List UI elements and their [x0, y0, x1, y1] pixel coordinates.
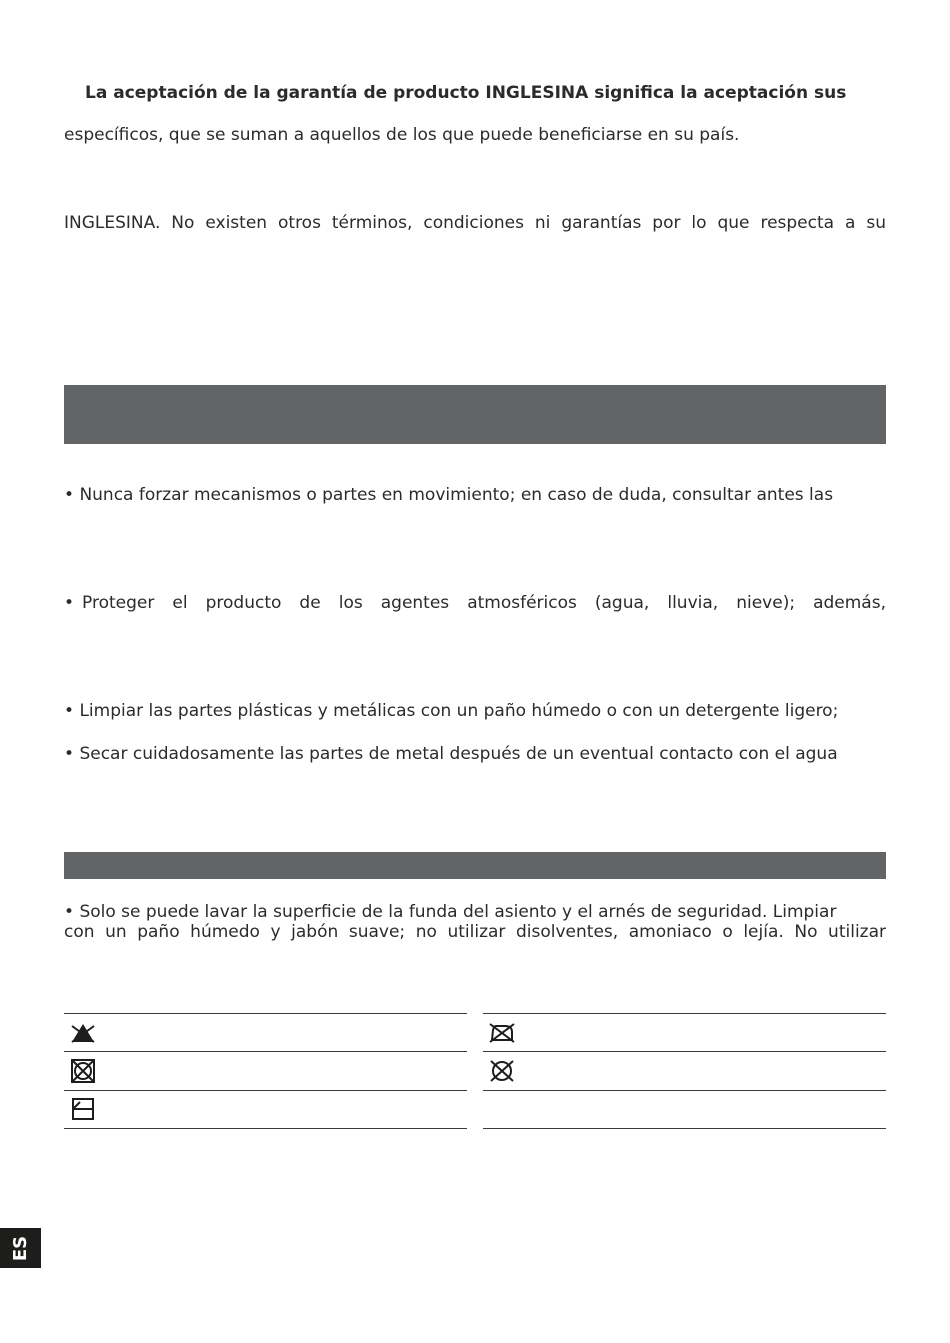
language-tab-label: ES [9, 1235, 31, 1261]
bullet-glyph: • [64, 902, 75, 922]
washing-instructions-line-1 [64, 901, 886, 923]
bullet-text: Proteger el producto de los agentes atmosféricos (agua, lluvia, nieve); además, [82, 593, 886, 613]
washing-instructions-line-2: con un paño húmedo y jabón suave; no utilizar disolventes, amoniaco o lejía. No utilizar [64, 922, 886, 942]
table-rule [64, 1090, 467, 1091]
bullet-item-3 [64, 700, 886, 722]
bullet-item-1 [64, 484, 886, 506]
bullet-item-4 [64, 743, 886, 765]
language-tab [0, 1228, 41, 1268]
terms-paragraph: INGLESINA. No existen otros términos, condiciones ni garantías por lo que respecta a su [64, 213, 886, 233]
bullet-text: Secar cuidadosamente las partes de metal después de un eventual contacto con el agua [79, 744, 838, 764]
no-tumble-dry-icon [68, 1058, 98, 1084]
no-iron-icon [487, 1020, 517, 1046]
bullet-item-2 [64, 592, 886, 614]
warranty-acceptance-text: La aceptación de la garantía de producto INGLESINA significa la aceptación sus [85, 83, 847, 103]
bullet-glyph: • [64, 593, 75, 613]
table-rule [64, 1051, 467, 1052]
table-rule [483, 1128, 886, 1129]
table-rule [483, 1051, 886, 1052]
bullet-glyph: • [64, 485, 75, 505]
washing-section-bar [64, 852, 886, 879]
table-rule [64, 1013, 467, 1014]
no-bleach-icon [68, 1020, 98, 1046]
bullet-text: Solo se puede lavar la superficie de la funda del asiento y el arnés de seguridad. Limpiar [79, 902, 837, 922]
bullet-glyph: • [64, 701, 75, 721]
table-rule [483, 1090, 886, 1091]
maintenance-section-bar [64, 385, 886, 444]
bullet-text: Limpiar las partes plásticas y metálicas con un paño húmedo o con un detergente ligero; [79, 701, 839, 721]
bullet-text: Nunca forzar mecanismos o partes en movimiento; en caso de duda, consultar antes las [79, 485, 834, 505]
line-dry-icon [68, 1096, 98, 1122]
bullet-glyph: • [64, 744, 75, 764]
table-rule [483, 1013, 886, 1014]
no-dry-clean-icon [487, 1058, 517, 1084]
table-rule [64, 1128, 467, 1129]
rights-paragraph: específicos, que se suman a aquellos de los que puede beneficiarse en su país. [64, 125, 740, 145]
